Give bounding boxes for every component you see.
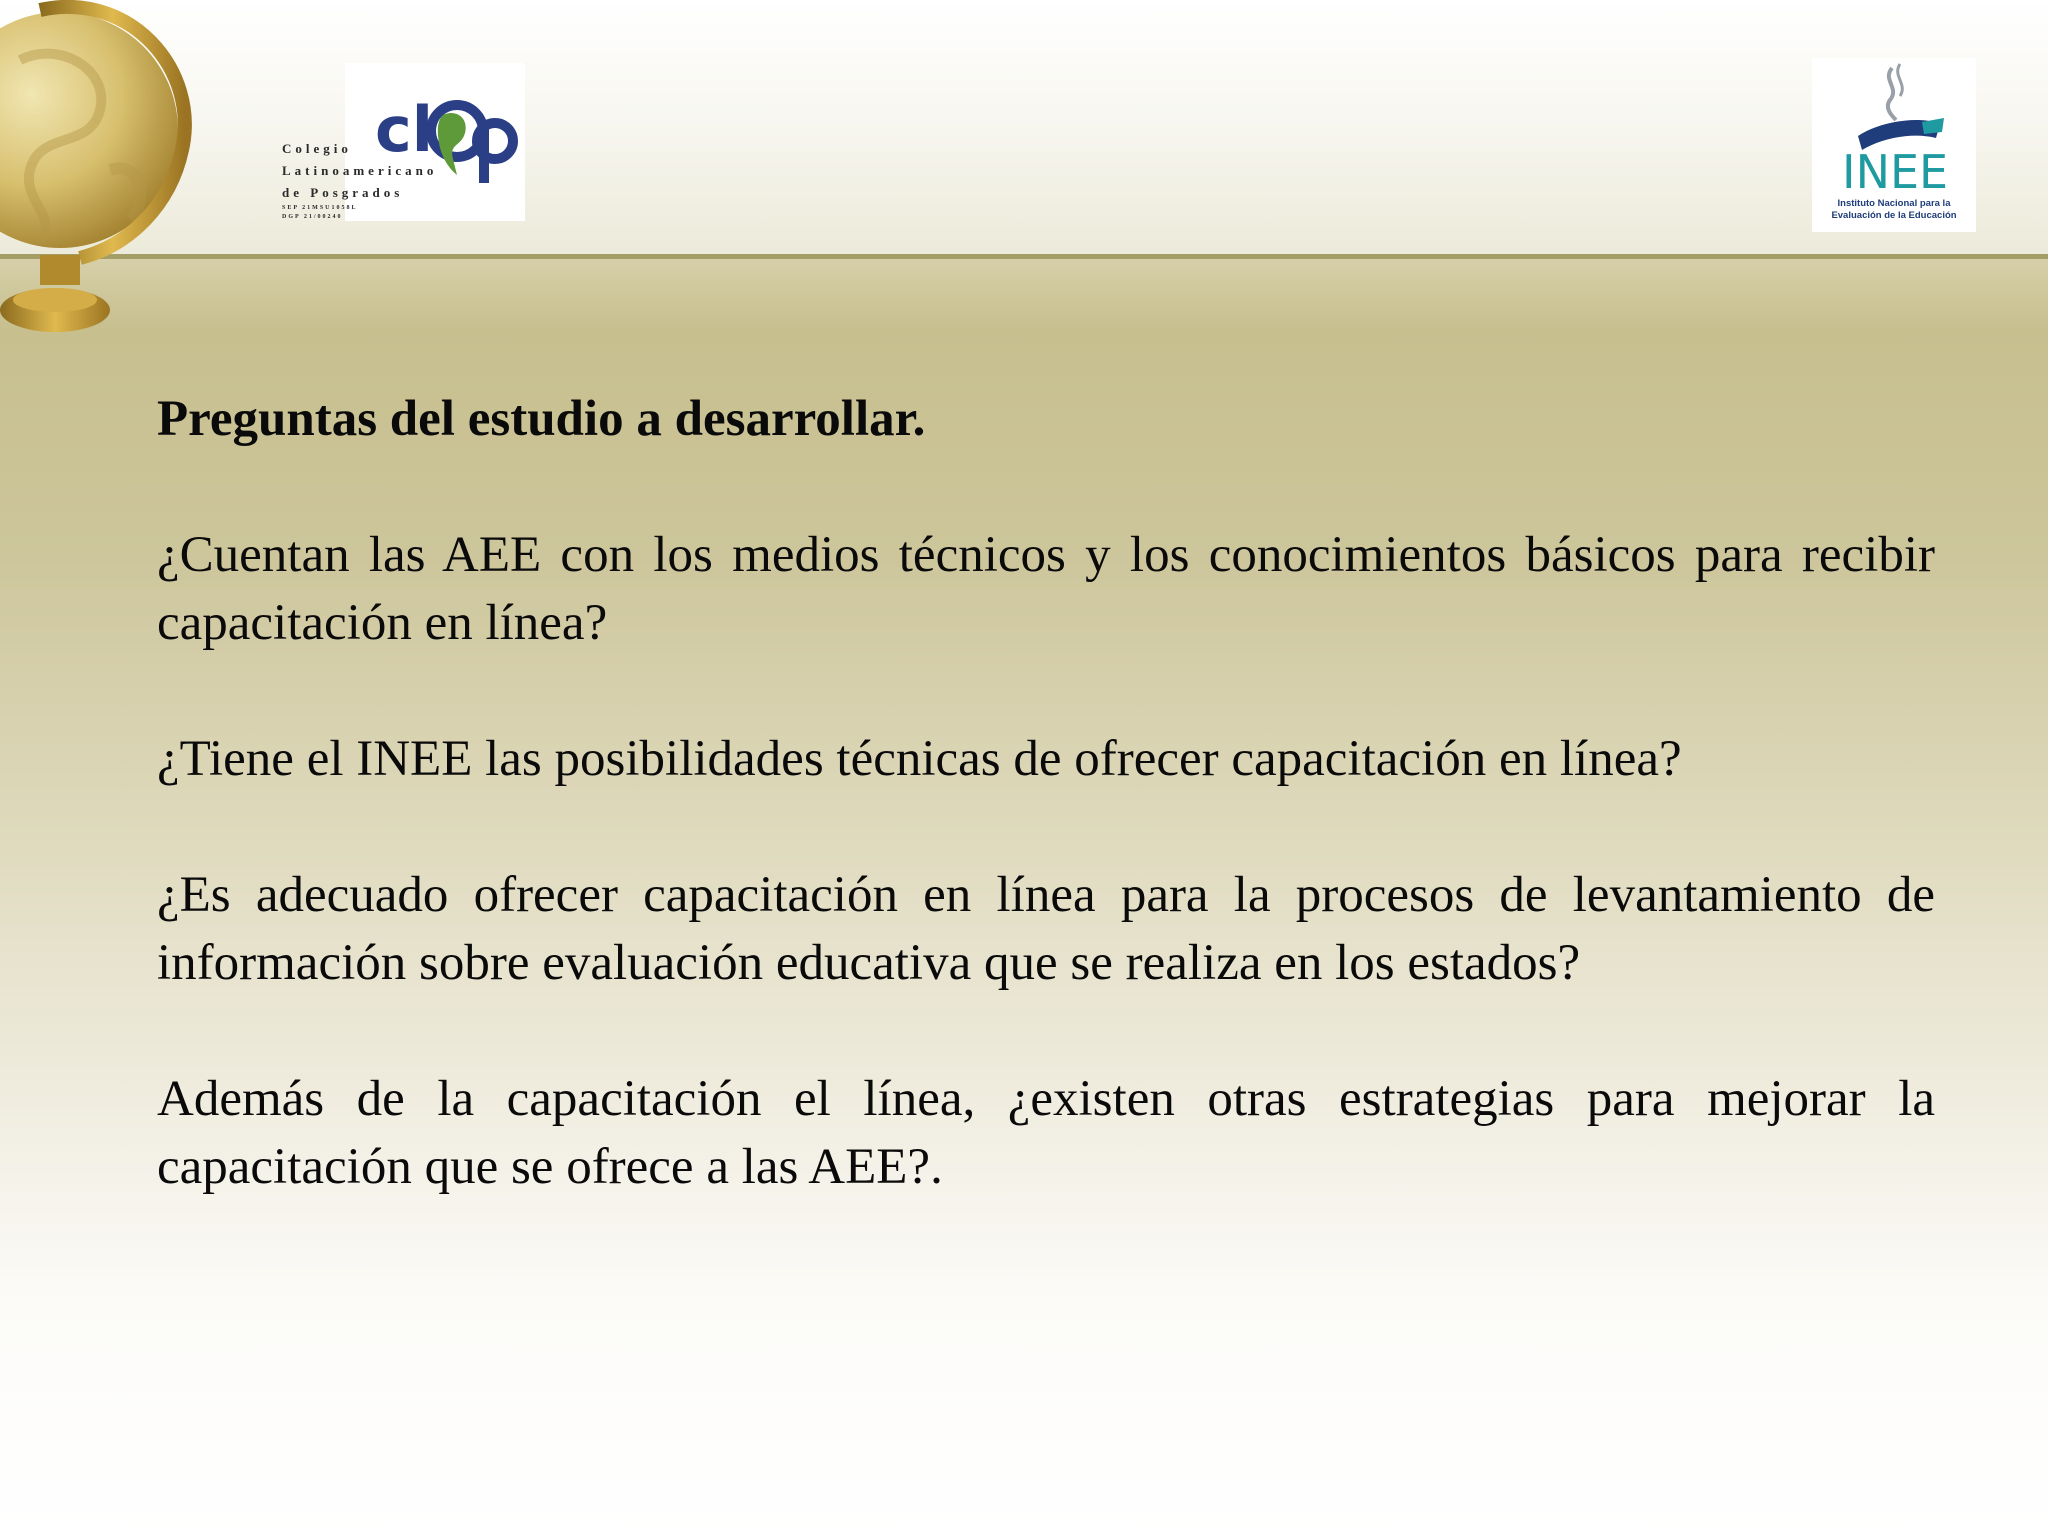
clap-logo-text	[282, 138, 452, 222]
question-2: ¿Tiene el INEE las posibilidades técnicas de ofrecer capacitación en línea?	[157, 731, 1682, 787]
question-3: ¿Es adecuado ofrecer capacitación en línea para la procesos de levantamiento de información sobre evaluación educativa que se realiza en los estados?	[157, 867, 1935, 991]
clap-line-3: de Posgrados	[282, 185, 404, 200]
inee-logo	[1812, 58, 1976, 232]
svg-text:INEE: INEE	[1842, 145, 1949, 198]
clap-line-2: Latinoamericano	[282, 163, 438, 178]
question-4: Además de la capacitación el línea, ¿existen otras estrategias para mejorar la capacitación que se ofrece a las AEE?.	[157, 1071, 1935, 1195]
clap-line-4: SEP 21MSU1058L	[282, 205, 358, 211]
slide-title: Preguntas del estudio a desarrollar.	[157, 391, 926, 447]
inee-logo-icon	[1812, 58, 1976, 198]
clap-line-1: Colegio	[282, 141, 352, 156]
header-divider	[0, 254, 2048, 259]
inee-caption-line-1: Instituto Nacional para la	[1837, 198, 1951, 209]
inee-caption-line-2: Evaluación de la Educación	[1831, 210, 1957, 221]
inee-caption	[1812, 198, 1976, 222]
slide-content	[157, 385, 1935, 1269]
question-1: ¿Cuentan las AEE con los medios técnicos y los conocimientos básicos para recibir capacitación en línea?	[157, 527, 1935, 651]
svg-text:cl: cl	[375, 93, 434, 166]
clap-line-5: DGP 21/00240	[282, 214, 343, 220]
globe-icon	[0, 0, 200, 340]
